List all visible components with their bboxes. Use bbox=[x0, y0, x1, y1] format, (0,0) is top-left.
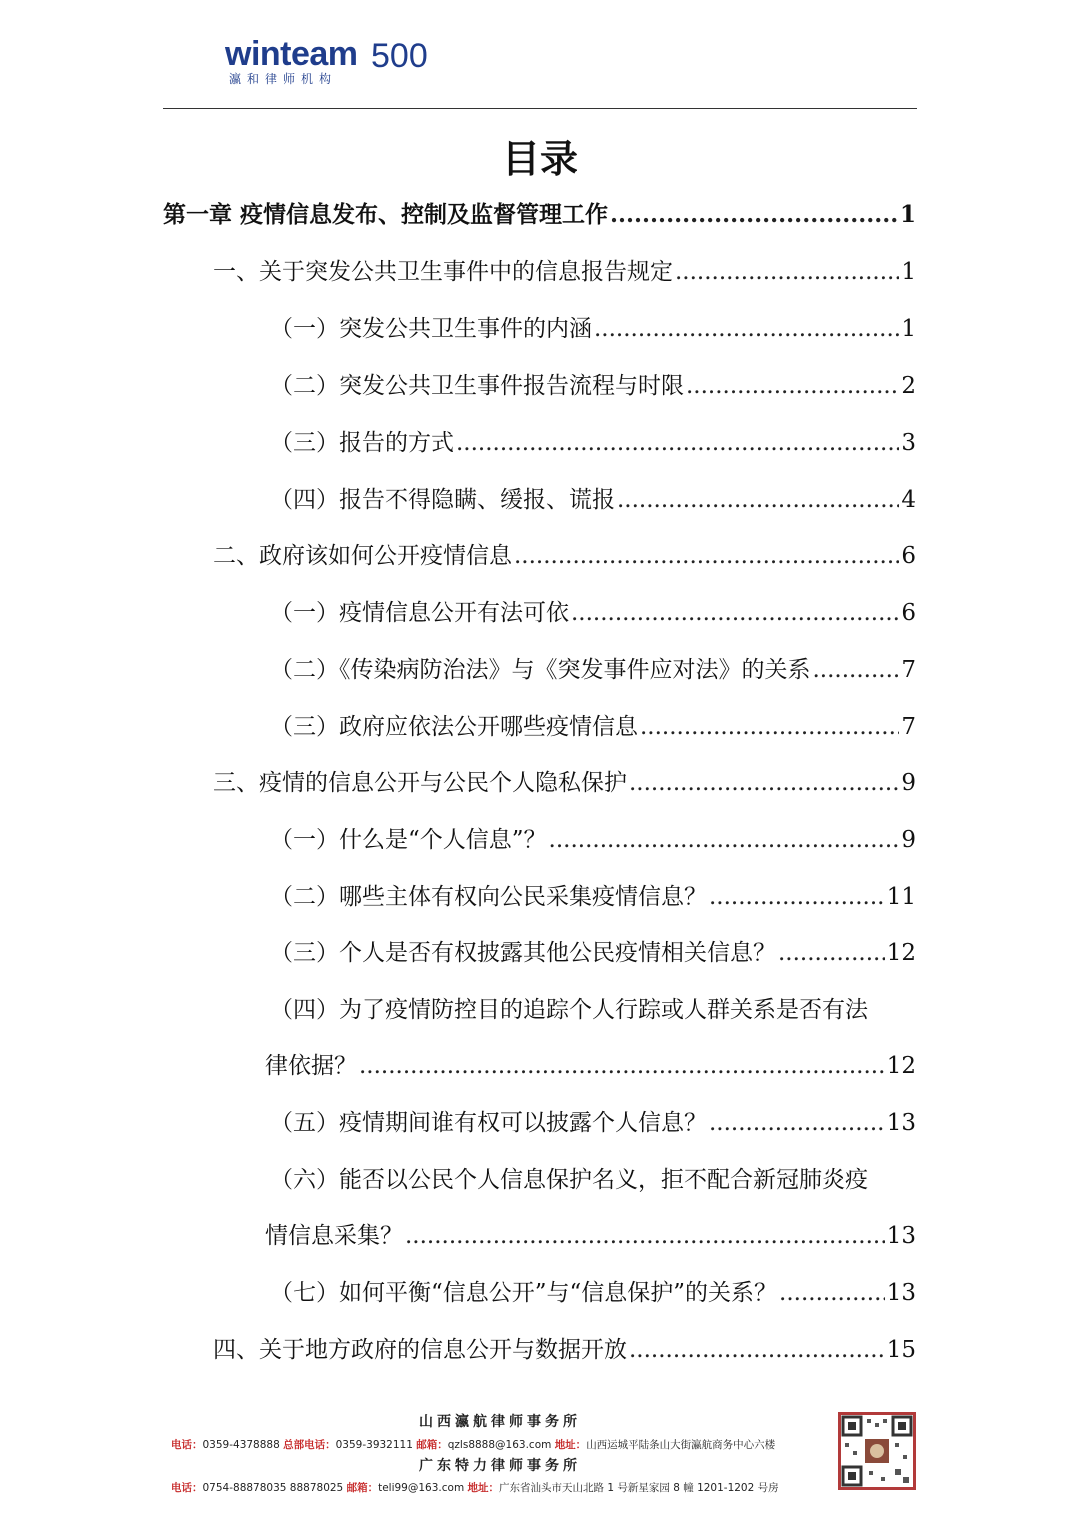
brand-logo bbox=[225, 34, 445, 94]
footer-address: 山西运城平陆条山大街瀛航商务中心六楼 bbox=[586, 1439, 776, 1451]
footer-label: 邮箱： bbox=[346, 1482, 379, 1494]
toc-leader bbox=[640, 712, 899, 742]
toc-entry-line1[interactable]: （六）能否以公民个人信息保护名义，拒不配合新冠肺炎疫 bbox=[270, 1167, 868, 1193]
toc-leader bbox=[456, 428, 899, 458]
toc-leader bbox=[617, 485, 899, 515]
qr-code-image bbox=[838, 1412, 916, 1490]
logo-subtitle: 瀛和律师机构 bbox=[229, 72, 338, 86]
logo-number: 500 bbox=[371, 37, 428, 75]
toc-entry[interactable] bbox=[213, 768, 916, 798]
toc-leader bbox=[675, 257, 899, 287]
toc-leader bbox=[549, 825, 900, 855]
toc-entry[interactable] bbox=[270, 428, 916, 458]
toc-entry-text: 四、关于地方政府的信息公开与数据开放 bbox=[213, 1337, 627, 1363]
footer-hq-phone: 0359-3932111 bbox=[335, 1439, 413, 1451]
toc-leader bbox=[629, 1335, 885, 1365]
toc-entry-page: 11 bbox=[886, 884, 916, 910]
toc-entry-page: 6 bbox=[901, 543, 916, 569]
toc-leader bbox=[709, 1108, 885, 1138]
toc-entry-text: （七）如何平衡“信息公开”与“信息保护”的关系？ bbox=[270, 1280, 778, 1306]
toc-leader bbox=[686, 371, 899, 401]
toc-leader bbox=[514, 541, 899, 571]
header-divider bbox=[163, 108, 917, 109]
toc-entry-page: 7 bbox=[901, 657, 916, 683]
footer-label: 地址： bbox=[467, 1482, 500, 1494]
footer-label: 总部电话： bbox=[283, 1439, 336, 1451]
toc-entry-page: 6 bbox=[901, 600, 916, 626]
toc-entry-page: 12 bbox=[886, 1053, 916, 1079]
toc-entry-text: 情信息采集？ bbox=[265, 1223, 403, 1249]
toc-entry[interactable] bbox=[270, 882, 916, 912]
toc-entry-text: （五）疫情期间谁有权可以披露个人信息？ bbox=[270, 1110, 707, 1136]
toc-entry-line1[interactable]: （四）为了疫情防控目的追踪个人行踪或人群关系是否有法 bbox=[270, 997, 868, 1023]
toc-entry-text: （四）报告不得隐瞒、缓报、谎报 bbox=[270, 487, 615, 513]
footer-label: 地址： bbox=[554, 1439, 587, 1451]
toc-entry-text: （一）突发公共卫生事件的内涵 bbox=[270, 316, 592, 342]
toc-entry[interactable] bbox=[213, 541, 916, 571]
toc-entry[interactable] bbox=[270, 825, 916, 855]
toc-entry[interactable] bbox=[213, 1335, 916, 1365]
toc-leader bbox=[405, 1221, 885, 1251]
toc-entry-text: （二）《传染病防治法》与《突发事件应对法》的关系 bbox=[270, 657, 811, 683]
footer-email: teli99@163.com bbox=[378, 1482, 465, 1494]
toc-entry-page: 13 bbox=[886, 1280, 916, 1306]
toc-entry[interactable] bbox=[270, 598, 916, 628]
footer-phone: 0359-4378888 bbox=[202, 1439, 280, 1451]
toc-entry-page: 2 bbox=[901, 373, 916, 399]
toc-entry-text: （三）政府应依法公开哪些疫情信息 bbox=[270, 714, 638, 740]
toc-entry[interactable] bbox=[270, 1278, 916, 1308]
toc-entry-text: 律依据？ bbox=[265, 1053, 357, 1079]
qr-code-icon bbox=[841, 1415, 913, 1487]
toc-leader bbox=[629, 768, 899, 798]
toc-entry-page: 9 bbox=[901, 827, 916, 853]
toc-entry-page: 9 bbox=[901, 770, 916, 796]
toc-entry-page: 13 bbox=[886, 1110, 916, 1136]
toc-leader bbox=[594, 314, 899, 344]
footer-phone: 0754-88878035 88878025 bbox=[202, 1482, 344, 1494]
toc-entry-text: （一）疫情信息公开有法可依 bbox=[270, 600, 569, 626]
toc-entry-text: 一、关于突发公共卫生事件中的信息报告规定 bbox=[213, 259, 673, 285]
footer-firm-name: 山西瀛航律师事务所 bbox=[419, 1414, 581, 1430]
toc-leader bbox=[610, 200, 898, 230]
toc-entry-page: 7 bbox=[901, 714, 916, 740]
toc-entry-page: 1 bbox=[899, 201, 916, 228]
toc-entry[interactable] bbox=[270, 655, 916, 685]
toc-entry-text: （二）哪些主体有权向公民采集疫情信息？ bbox=[270, 884, 707, 910]
toc-leader bbox=[779, 1278, 885, 1308]
toc-entry[interactable] bbox=[265, 1051, 916, 1081]
toc-entry[interactable] bbox=[265, 1221, 916, 1251]
footer-label: 电话： bbox=[171, 1439, 203, 1451]
toc-leader bbox=[571, 598, 899, 628]
toc-entry[interactable] bbox=[270, 712, 916, 742]
toc-entry-page: 1 bbox=[901, 316, 916, 342]
toc-leader bbox=[709, 882, 885, 912]
footer-contact-line bbox=[171, 1480, 779, 1495]
footer-label: 电话： bbox=[171, 1482, 203, 1494]
toc-entry-text: （二）突发公共卫生事件报告流程与时限 bbox=[270, 373, 684, 399]
page-title: 目录 bbox=[501, 136, 578, 181]
toc-entry-page: 1 bbox=[901, 259, 916, 285]
footer-label: 邮箱： bbox=[416, 1439, 448, 1451]
toc-entry[interactable] bbox=[270, 314, 916, 344]
toc-entry-page: 15 bbox=[886, 1337, 916, 1363]
toc-entry-page: 13 bbox=[886, 1223, 916, 1249]
toc-entry-text: （三）个人是否有权披露其他公民疫情相关信息？ bbox=[270, 940, 776, 966]
toc-entry[interactable] bbox=[213, 257, 916, 287]
toc-entry-text: 三、疫情的信息公开与公民个人隐私保护 bbox=[213, 770, 627, 796]
toc-entry[interactable] bbox=[270, 371, 916, 401]
toc-entry-text: （一）什么是“个人信息”？ bbox=[270, 827, 547, 853]
footer-contact-line bbox=[171, 1437, 775, 1452]
logo-text: winteam bbox=[225, 35, 358, 73]
toc-entry-page: 4 bbox=[901, 487, 916, 513]
footer-address: 广东省汕头市天山北路 1 号新星家园 8 幢 1201-1202 号房 bbox=[499, 1482, 779, 1494]
toc-entry[interactable] bbox=[270, 938, 916, 968]
toc-entry-text: 二、政府该如何公开疫情信息 bbox=[213, 543, 512, 569]
toc-entry[interactable] bbox=[163, 200, 916, 230]
footer-firm-name: 广东特力律师事务所 bbox=[419, 1458, 581, 1474]
toc-entry-text: （三）报告的方式 bbox=[270, 430, 454, 456]
toc-leader bbox=[778, 938, 885, 968]
footer-email: qzls8888@163.com bbox=[447, 1439, 552, 1451]
toc-leader bbox=[359, 1051, 885, 1081]
toc-entry-text: 第一章 疫情信息发布、控制及监督管理工作 bbox=[163, 201, 609, 228]
toc-entry-page: 3 bbox=[901, 430, 916, 456]
toc-leader bbox=[813, 655, 900, 685]
toc-entry[interactable] bbox=[270, 485, 916, 515]
toc-entry[interactable] bbox=[270, 1108, 916, 1138]
toc-entry-page: 12 bbox=[886, 940, 916, 966]
